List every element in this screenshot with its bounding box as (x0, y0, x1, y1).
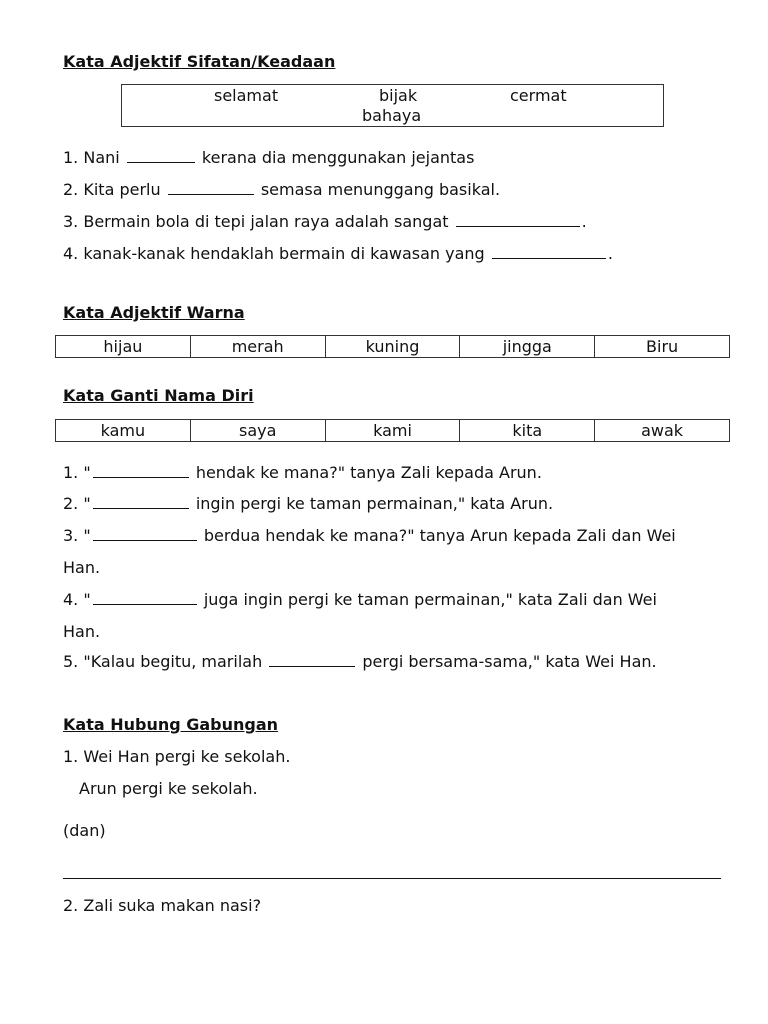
answer-blank[interactable] (127, 148, 195, 163)
answer-blank[interactable] (93, 463, 189, 478)
word-cell: awak (595, 420, 730, 442)
word-cermat: cermat (510, 86, 567, 105)
question-line: 5. "Kalau begitu, marilah pergi bersama-sama," kata Wei Han. (63, 652, 657, 671)
question-line: 2. Kita perlu semasa menunggang basikal. (63, 180, 501, 199)
word-cell: kuning (325, 336, 460, 358)
word-bijak: bijak (379, 86, 418, 105)
answer-blank[interactable] (93, 590, 197, 605)
question-line: 2. " ingin pergi ke taman permainan," kata Arun. (63, 494, 554, 513)
word-cell: saya (190, 420, 325, 442)
answer-line[interactable] (63, 878, 721, 879)
conjunction-hint: (dan) (63, 821, 106, 840)
answer-blank[interactable] (269, 652, 355, 667)
word-table-warna (55, 335, 730, 358)
word-cell: kamu (56, 420, 191, 442)
word-selamat: selamat (214, 86, 279, 105)
word-cell: jingga (460, 336, 595, 358)
question-continuation: Han. (63, 622, 101, 641)
question-line: 2. Zali suka makan nasi? (63, 896, 262, 915)
word-bahaya: bahaya (362, 106, 422, 125)
question-line: 1. " hendak ke mana?" tanya Zali kepada Arun. (63, 463, 542, 482)
question-line: 3. Bermain bola di tepi jalan raya adalah sangat . (63, 212, 587, 231)
word-box-sifatan (121, 84, 664, 127)
section-heading-ganti-nama: Kata Ganti Nama Diri (63, 386, 254, 405)
answer-blank[interactable] (93, 494, 189, 509)
word-cell: Biru (595, 336, 730, 358)
answer-blank[interactable] (168, 180, 254, 195)
question-line: 3. " berdua hendak ke mana?" tanya Arun kepada Zali dan Wei (63, 526, 676, 545)
answer-blank[interactable] (456, 212, 580, 227)
answer-blank[interactable] (93, 526, 197, 541)
question-line: 1. Nani kerana dia menggunakan jejantas (63, 148, 475, 167)
section-heading-sifatan: Kata Adjektif Sifatan/Keadaan (63, 52, 336, 71)
question-line: Arun pergi ke sekolah. (79, 779, 258, 798)
question-continuation: Han. (63, 558, 101, 577)
section-heading-warna: Kata Adjektif Warna (63, 303, 245, 322)
question-line: 4. " juga ingin pergi ke taman permainan," kata Zali dan Wei (63, 590, 657, 609)
answer-blank[interactable] (492, 244, 606, 259)
section-heading-hubung: Kata Hubung Gabungan (63, 715, 279, 734)
word-cell: merah (190, 336, 325, 358)
word-cell: kami (325, 420, 460, 442)
question-line: 1. Wei Han pergi ke sekolah. (63, 747, 291, 766)
word-table-ganti-nama (55, 419, 730, 442)
word-cell: hijau (56, 336, 191, 358)
word-cell: kita (460, 420, 595, 442)
question-line: 4. kanak-kanak hendaklah bermain di kawasan yang . (63, 244, 613, 263)
